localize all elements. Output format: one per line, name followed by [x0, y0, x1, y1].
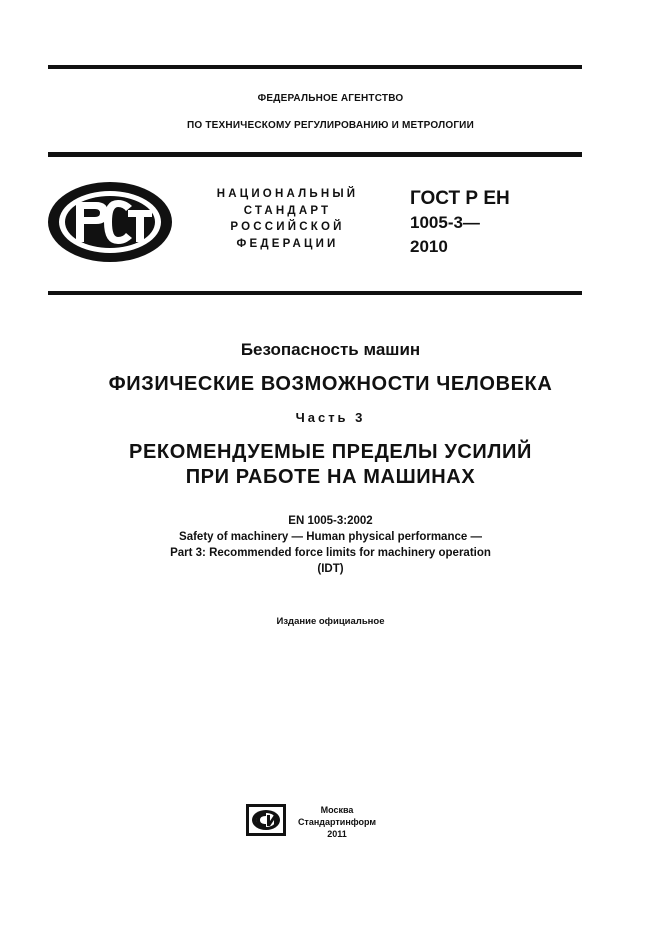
standard-code-line-3: 2010 [410, 237, 448, 256]
publisher-year: 2011 [327, 829, 347, 839]
agency-line-1: ФЕДЕРАЛЬНОЕ АГЕНТСТВО [257, 93, 404, 104]
national-standard-label [200, 186, 375, 252]
standard-rule [48, 291, 582, 295]
english-line-3: (IDT) [317, 563, 344, 575]
national-line-2: СТАНДАРТ [243, 204, 332, 217]
title-line-2: ФИЗИЧЕСКИЕ ВОЗМОЖНОСТИ ЧЕЛОВЕКА [108, 373, 553, 395]
publisher-name: Стандартинформ [297, 817, 377, 827]
title-line-4: ПРИ РАБОТЕ НА МАШИНАХ [185, 466, 476, 488]
english-line-2: Part 3: Recommended force limits for machinery operation [170, 547, 491, 559]
standard-code-line-2: 1005-3— [410, 213, 480, 232]
header-rule [48, 152, 582, 157]
english-standard: EN 1005-3:2002 [288, 515, 373, 527]
standartinform-logo-icon [246, 804, 286, 836]
title-line-3: РЕКОМЕНДУЕМЫЕ ПРЕДЕЛЫ УСИЛИЙ [129, 441, 532, 463]
part-label: Часть 3 [295, 410, 366, 425]
standard-code-line-1: ГОСТ Р ЕН [410, 188, 510, 209]
edition-label: Издание официальное [276, 616, 385, 627]
top-rule [48, 65, 582, 69]
national-line-4: ФЕДЕРАЦИИ [236, 237, 339, 250]
publisher-info [292, 804, 382, 840]
national-line-3: РОССИЙСКОЙ [230, 221, 345, 233]
english-line-1: Safety of machinery — Human physical performance — [179, 531, 482, 543]
agency-line-2: ПО ТЕХНИЧЕСКОМУ РЕГУЛИРОВАНИЮ И МЕТРОЛОГИИ [187, 120, 474, 131]
standard-code [410, 187, 510, 259]
english-block [0, 513, 661, 577]
national-line-1: НАЦИОНАЛЬНЫЙ [216, 188, 359, 200]
publisher-city: Москва [320, 805, 354, 815]
gost-r-logo-icon [46, 180, 174, 264]
title-line-1: Безопасность машин [240, 340, 421, 359]
